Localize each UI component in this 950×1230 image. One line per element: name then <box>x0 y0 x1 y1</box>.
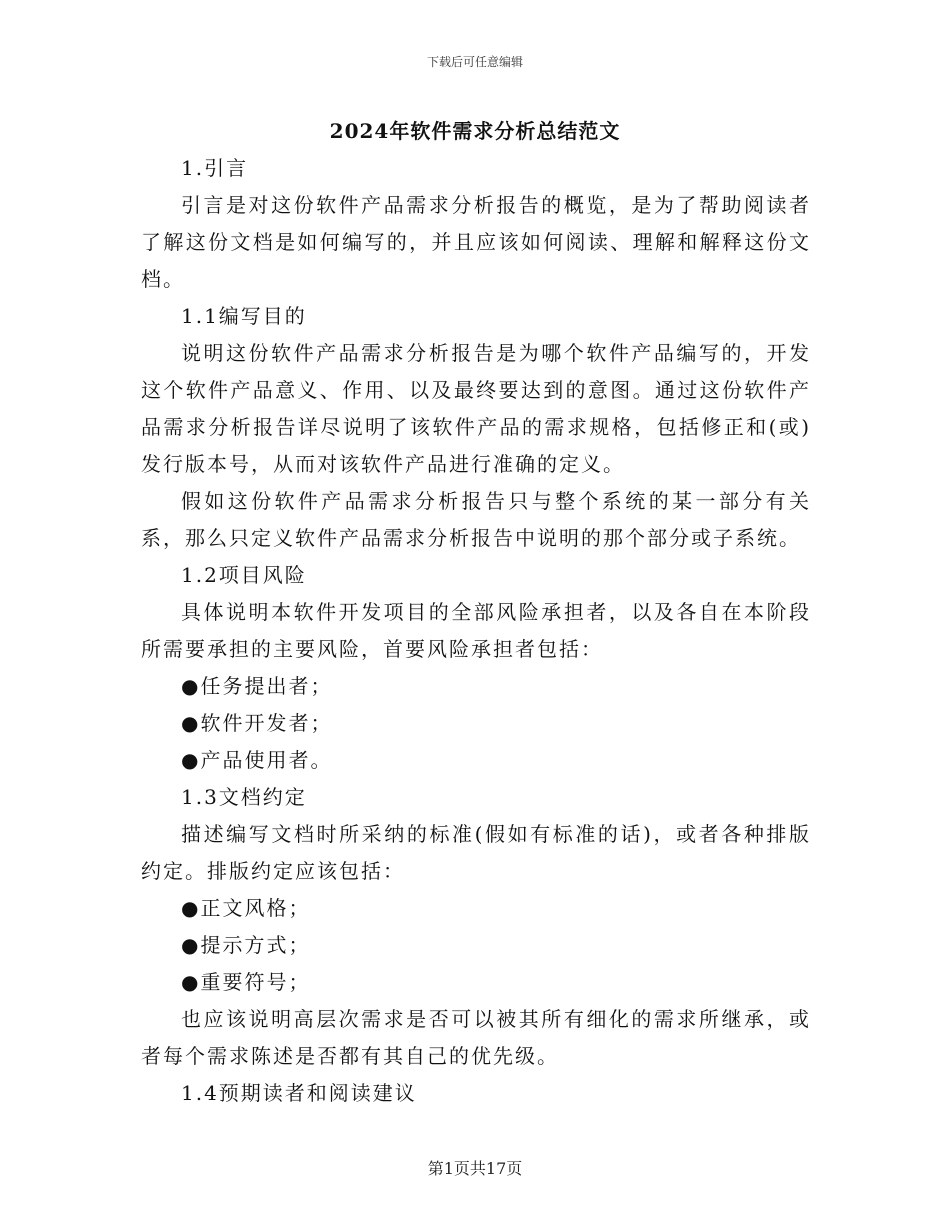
page-number: 第1页共17页 <box>427 1159 523 1178</box>
paragraph-conventions: 描述编写文档时所采纳的标准(假如有标准的话)，或者各种排版约定。排版约定应该包括： <box>141 822 811 883</box>
section-heading-readers: 1.4预期读者和阅读建议 <box>181 1081 417 1105</box>
section-heading-intro: 1.引言 <box>181 156 249 180</box>
list-item-body-style: ●正文风格； <box>181 896 311 920</box>
section-heading-risk: 1.2项目风险 <box>181 563 307 587</box>
paragraph-intro: 引言是对这份软件产品需求分析报告的概览，是为了帮助阅读者了解这份文档是如何编写的，并且应该如何阅读、理解和解释这份文档。 <box>141 193 811 291</box>
list-item-task-proposer: ●任务提出者； <box>181 674 333 698</box>
list-item-important-symbols: ●重要符号； <box>181 970 311 994</box>
page-header-note: 下载后可任意编辑 <box>426 55 523 69</box>
document-body <box>141 150 811 1112</box>
paragraph-priority: 也应该说明高层次需求是否可以被其所有细化的需求所继承，或者每个需求陈述是否都有其自己的优先级。 <box>141 1007 811 1068</box>
section-heading-purpose: 1.1编写目的 <box>181 304 307 328</box>
paragraph-risk: 具体说明本软件开发项目的全部风险承担者，以及各自在本阶段所需要承担的主要风险，首要风险承担者包括： <box>141 600 811 661</box>
list-item-product-user: ●产品使用者。 <box>181 748 333 772</box>
list-item-prompt-style: ●提示方式； <box>181 933 311 957</box>
paragraph-subsystem: 假如这份软件产品需求分析报告只与整个系统的某一部分有关系，那么只定义软件产品需求分析报告中说明的那个部分或子系统。 <box>141 489 811 550</box>
list-item-developer: ●软件开发者； <box>181 711 333 735</box>
document-title: 2024年软件需求分析总结范文 <box>329 119 621 143</box>
section-heading-conventions: 1.3文档约定 <box>181 785 307 809</box>
paragraph-purpose: 说明这份软件产品需求分析报告是为哪个软件产品编写的，开发这个软件产品意义、作用、以及最终要达到的意图。通过这份软件产品需求分析报告详尽说明了该软件产品的需求规格，包括修正和(或)发行版本号，从而对该软件产品进行准确的定义。 <box>141 341 811 476</box>
